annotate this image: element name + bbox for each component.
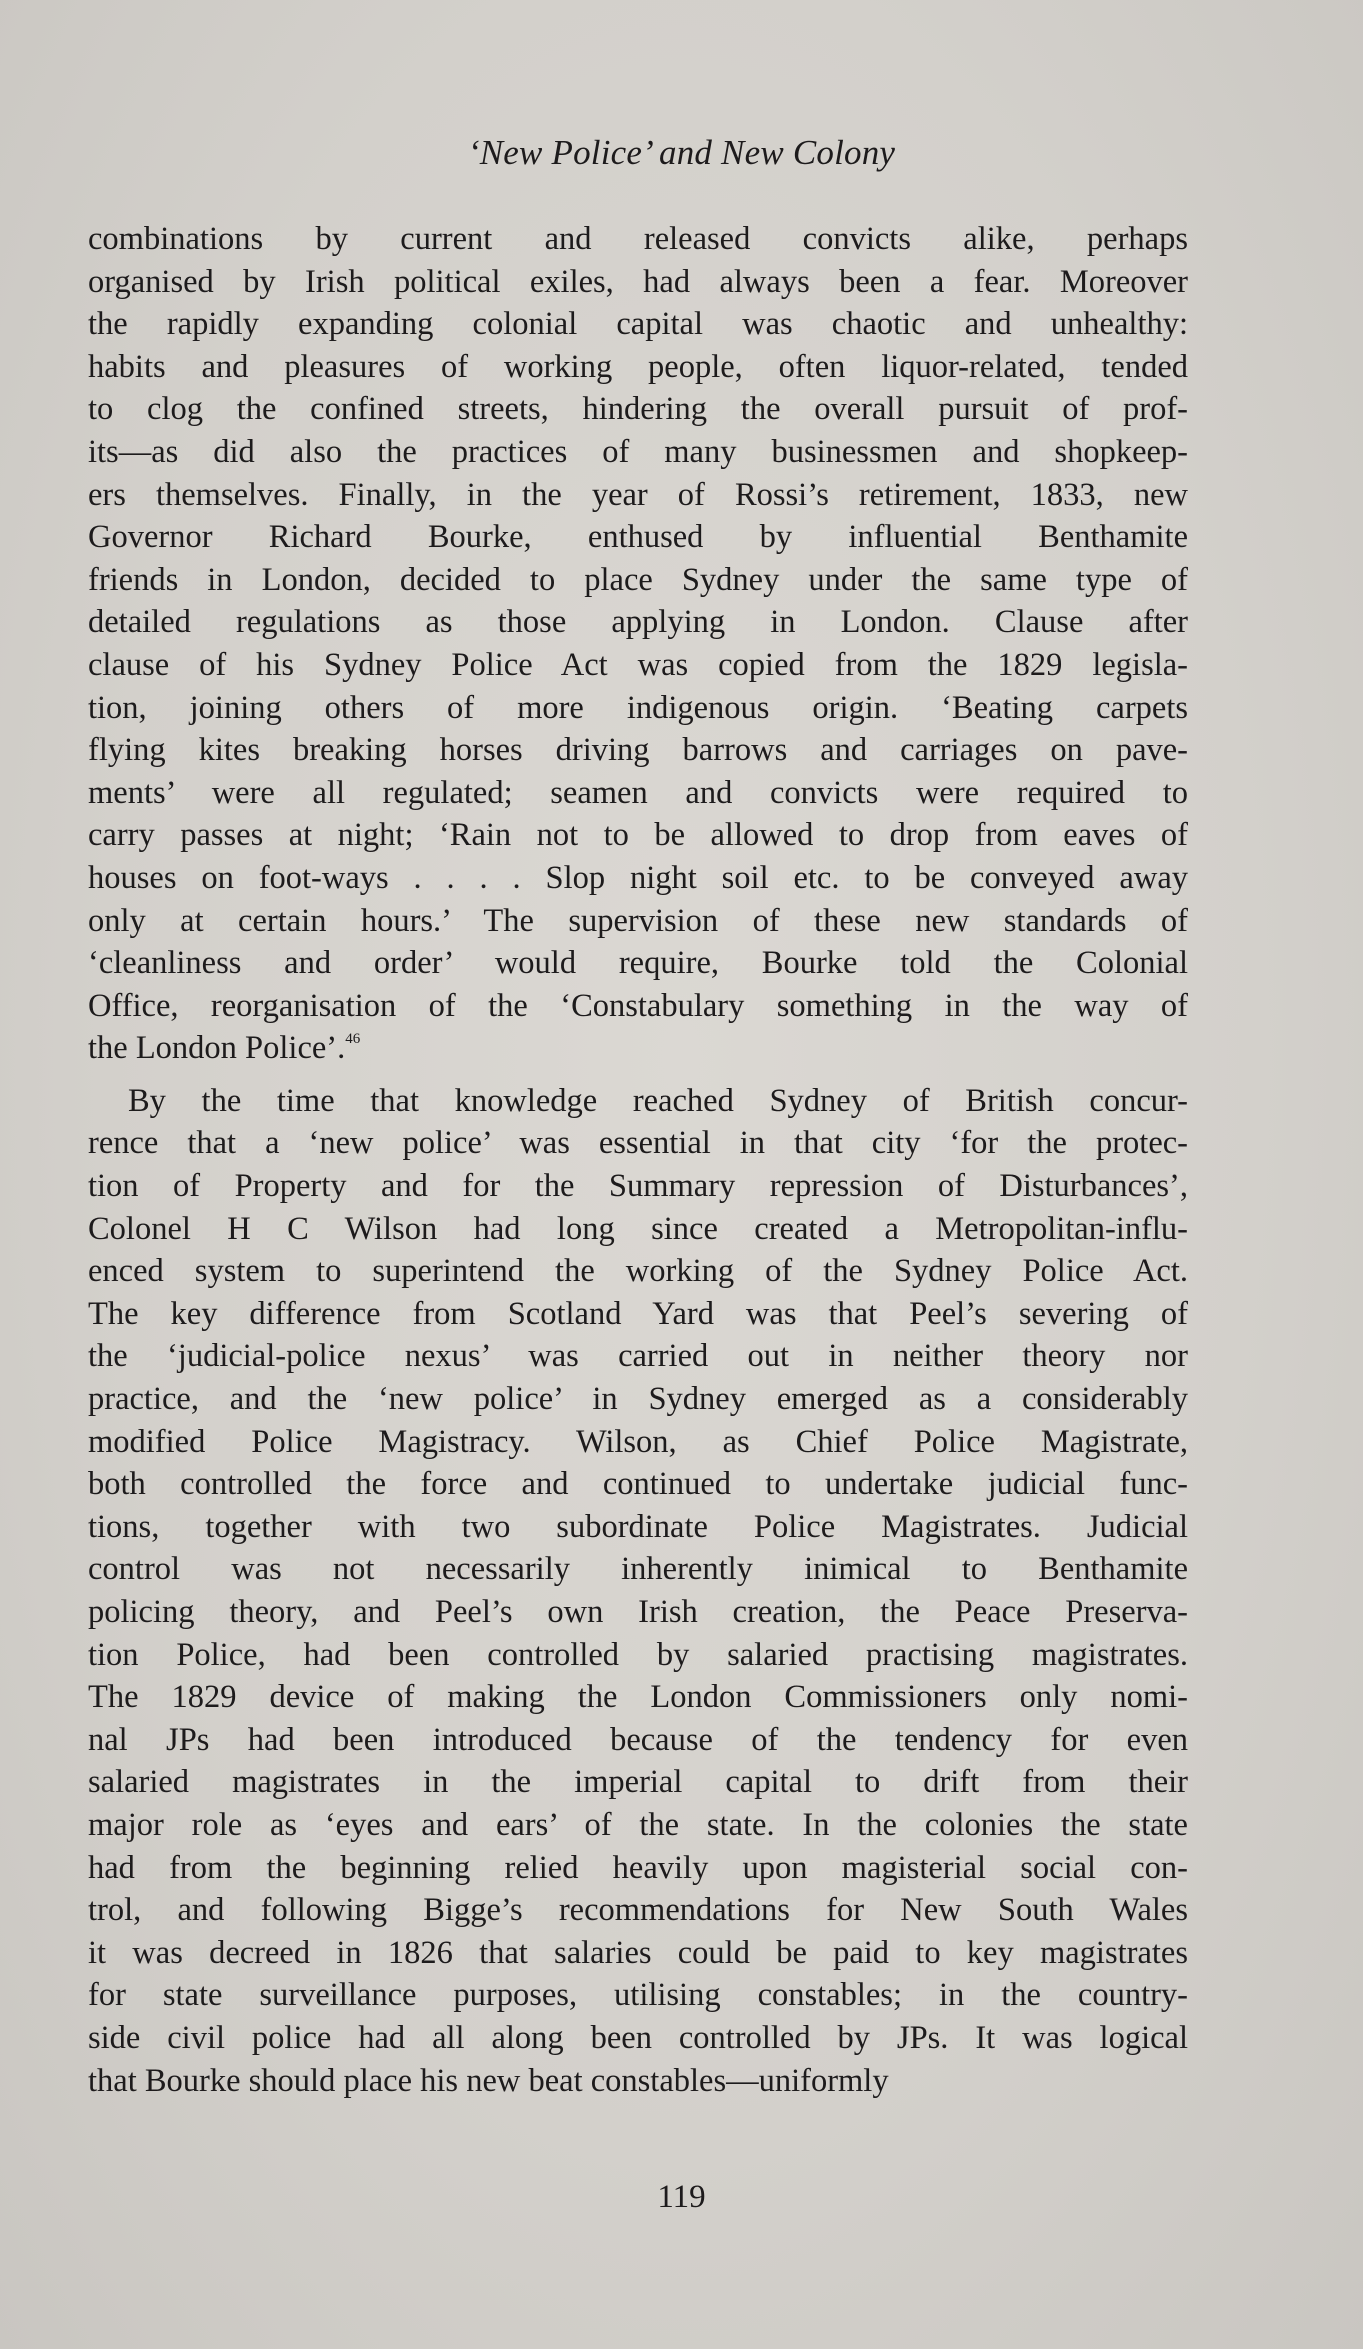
line-text: had from the beginning relied heavily upon magisterial social con-	[88, 1849, 1188, 1886]
line-text: that Bourke should place his new beat constables—uniformly	[88, 2062, 889, 2099]
line-text: practice, and the ‘new police’ in Sydney emerged as a considerably	[88, 1381, 1188, 1418]
line-text: friends in London, decided to place Sydney under the same type of	[88, 561, 1188, 598]
line-text: its—as did also the practices of many businessmen and shopkeep-	[88, 433, 1188, 470]
line-text: By the time that knowledge reached Sydney of British concur-	[128, 1082, 1188, 1119]
text-line	[88, 1548, 1188, 1591]
line-text: detailed regulations as those applying in London. Clause after	[88, 604, 1188, 641]
line-text: major role as ‘eyes and ears’ of the state. In the colonies the state	[88, 1806, 1188, 1843]
line-text: salaried magistrates in the imperial capital to drift from their	[88, 1764, 1188, 1801]
text-line	[88, 474, 1188, 517]
line-text: the rapidly expanding colonial capital was chaotic and unhealthy:	[88, 306, 1188, 343]
text-line	[88, 900, 1188, 943]
line-text: side civil police had all along been controlled by JPs. It was logical	[88, 2019, 1188, 2056]
line-text: trol, and following Bigge’s recommendations for New South Wales	[88, 1892, 1188, 1929]
text-line	[88, 1506, 1188, 1549]
line-text: houses on foot-ways . . . . Slop night soil etc. to be conveyed away	[88, 859, 1188, 896]
line-text: ments’ were all regulated; seamen and convicts were required to	[88, 774, 1188, 811]
line-text: habits and pleasures of working people, often liquor-related, tended	[88, 348, 1188, 385]
line-text: tion of Property and for the Summary repression of Disturbances’,	[88, 1168, 1188, 1205]
line-text: Governor Richard Bourke, enthused by influential Benthamite	[88, 519, 1188, 556]
text-line	[88, 857, 1188, 900]
line-text: The 1829 device of making the London Commissioners only nomi-	[88, 1679, 1188, 1716]
line-text: tions, together with two subordinate Police Magistrates. Judicial	[88, 1508, 1188, 1545]
line-text: tion, joining others of more indigenous origin. ‘Beating carpets	[88, 689, 1188, 726]
text-line	[88, 1804, 1188, 1847]
line-text: the London Police’.	[88, 1030, 346, 1067]
line-text: ers themselves. Finally, in the year of Rossi’s retirement, 1833, new	[88, 476, 1188, 513]
text-line	[88, 516, 1188, 559]
line-text: policing theory, and Peel’s own Irish creation, the Peace Preserva-	[88, 1594, 1188, 1630]
page-number: 119	[657, 2179, 706, 2215]
line-text: modified Police Magistracy. Wilson, as Chief Police Magistrate,	[88, 1423, 1188, 1460]
line-text: to clog the confined streets, hindering the overall pursuit of prof-	[88, 391, 1188, 428]
text-line	[88, 1719, 1188, 1762]
text-line	[88, 644, 1188, 687]
line-text: ‘cleanliness and order’ would require, Bourke told the Colonial	[88, 945, 1188, 982]
text-line	[88, 2060, 1188, 2103]
text-line	[88, 218, 1188, 261]
line-text: the ‘judicial-police nexus’ was carried out in neither theory nor	[88, 1338, 1188, 1375]
line-text: enced system to superintend the working of the Sydney Police Act.	[88, 1253, 1188, 1290]
line-text: it was decreed in 1826 that salaries could be paid to key magistrates	[88, 1934, 1188, 1971]
text-line	[88, 1208, 1188, 1251]
text-line	[88, 1463, 1188, 1506]
text-line	[88, 261, 1188, 304]
line-text: The key difference from Scotland Yard was that Peel’s severing of	[88, 1295, 1188, 1332]
text-line	[88, 1421, 1188, 1464]
text-line	[88, 1027, 1188, 1070]
text-line	[88, 431, 1188, 474]
line-text: organised by Irish political exiles, had always been a fear. Moreover	[88, 263, 1188, 300]
text-line	[88, 1165, 1188, 1208]
text-line	[88, 1080, 1188, 1123]
line-text: carry passes at night; ‘Rain not to be allowed to drop from eaves of	[88, 817, 1188, 854]
text-line	[88, 1932, 1188, 1975]
line-text: nal JPs had been introduced because of the tendency for even	[88, 1721, 1188, 1758]
text-line	[88, 1974, 1188, 2017]
line-text: only at certain hours.’ The supervision of these new standards of	[88, 902, 1188, 939]
text-line	[88, 1889, 1188, 1932]
line-text: both controlled the force and continued to undertake judicial func-	[88, 1466, 1188, 1503]
text-line	[88, 1676, 1188, 1719]
text-line	[88, 303, 1188, 346]
text-line	[88, 1591, 1188, 1634]
footnote-marker: 46	[345, 1031, 361, 1048]
text-line	[88, 346, 1188, 389]
text-line	[88, 1378, 1188, 1421]
line-text: clause of his Sydney Police Act was copied from the 1829 legisla-	[88, 646, 1188, 683]
text-line	[88, 814, 1188, 857]
line-text: Office, reorganisation of the ‘Constabulary something in the way of	[88, 987, 1188, 1024]
line-text: for state surveillance purposes, utilising constables; in the country-	[88, 1977, 1188, 2014]
paragraph-2	[88, 1080, 1188, 2102]
text-line	[88, 1847, 1188, 1890]
line-text: rence that a ‘new police’ was essential in that city ‘for the protec-	[88, 1125, 1188, 1162]
text-line	[88, 2017, 1188, 2060]
text-line	[88, 687, 1188, 730]
text-line	[88, 985, 1188, 1028]
body-text	[88, 218, 1188, 2102]
line-text: Colonel H C Wilson had long since created a Metropolitan-influ-	[88, 1210, 1188, 1247]
text-line	[88, 942, 1188, 985]
text-line	[88, 1122, 1188, 1165]
text-line	[88, 1634, 1188, 1677]
text-line	[88, 729, 1188, 772]
text-line	[88, 559, 1188, 602]
text-line	[88, 601, 1188, 644]
line-text: combinations by current and released convicts alike, perhaps	[88, 221, 1188, 257]
paragraph-1	[88, 218, 1188, 1070]
line-text: tion Police, had been controlled by salaried practising magistrates.	[88, 1636, 1188, 1673]
text-line	[88, 1293, 1188, 1336]
text-line	[88, 1761, 1188, 1804]
text-line	[88, 1335, 1188, 1378]
text-line	[88, 388, 1188, 431]
line-text: flying kites breaking horses driving barrows and carriages on pave-	[88, 732, 1188, 769]
text-line	[88, 1250, 1188, 1293]
line-text: control was not necessarily inherently inimical to Benthamite	[88, 1551, 1188, 1588]
running-head: ‘New Police’ and New Colony	[467, 133, 896, 172]
text-line	[88, 772, 1188, 815]
